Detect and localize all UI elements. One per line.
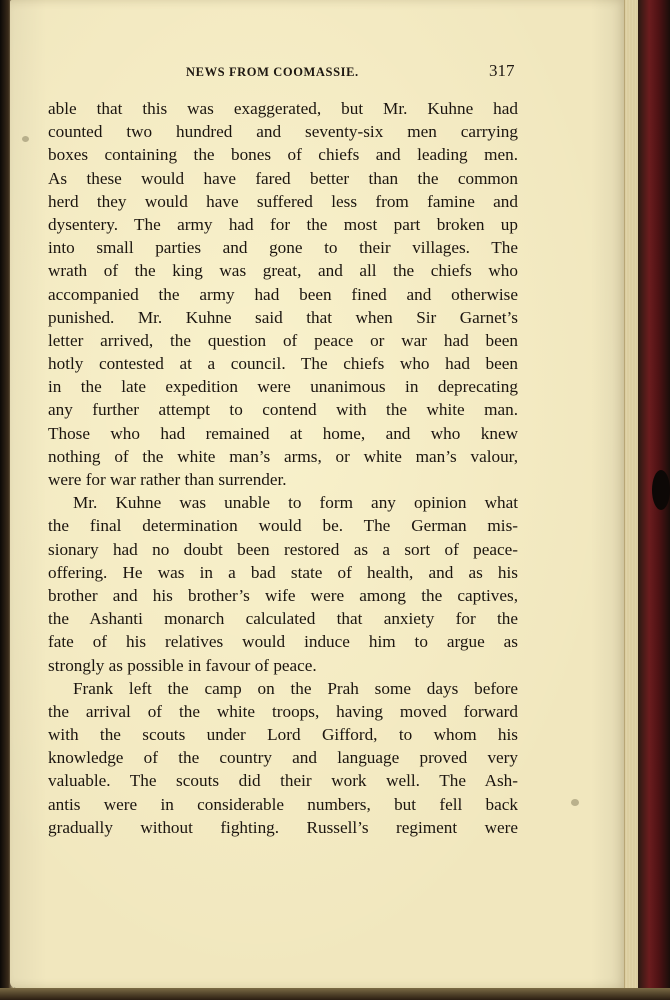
cover-notch [652, 470, 670, 510]
text-line: the Ashanti monarch calculated that anxiety for the [48, 609, 518, 629]
page-number: 317 [489, 61, 515, 80]
running-title: NEWS FROM COOMASSIE. [186, 65, 359, 79]
paper-blemish [22, 136, 29, 142]
text-line: the arrival of the white troops, having moved forward [48, 701, 518, 721]
text-line: gradually without fighting. Russell’s regiment were [48, 817, 518, 837]
text-line: letter arrived, the question of peace or war had been [48, 330, 518, 350]
text-line: boxes containing the bones of chiefs and leading men. [48, 145, 518, 165]
text-line: As these would have fared better than the common [48, 168, 518, 188]
text-line: dysentery. The army had for the most part broken up [48, 214, 518, 234]
text-line: knowledge of the country and language proved very [48, 748, 518, 768]
text-line: into small parties and gone to their villages. The [48, 238, 518, 258]
text-line: were for war rather than surrender. [48, 470, 287, 489]
text-line: valuable. The scouts did their work well. The Ash- [48, 771, 518, 791]
text-line: any further attempt to contend with the white man. [48, 400, 518, 420]
text-line: accompanied the army had been fined and otherwise [48, 284, 518, 304]
bottom-edge [0, 988, 670, 1000]
running-head [0, 61, 670, 85]
text-line: fate of his relatives would induce him to argue as [48, 632, 518, 652]
text-line: able that this was exaggerated, but Mr. Kuhne had [48, 99, 518, 118]
text-line: antis were in considerable numbers, but fell back [48, 794, 518, 814]
text-line: sionary had no doubt been restored as a sort of peace- [48, 539, 518, 559]
text-line: the final determination would be. The German mis- [48, 516, 518, 536]
text-line: offering. He was in a bad state of health, and as his [48, 562, 518, 582]
text-line: punished. Mr. Kuhne said that when Sir Garnet’s [48, 307, 518, 327]
text-line: with the scouts under Lord Gifford, to whom his [48, 725, 518, 745]
text-line: nothing of the white man’s arms, or white man’s valour, [48, 446, 518, 466]
page-stack-edge [624, 0, 639, 995]
text-line: counted two hundred and seventy-six men carrying [48, 122, 518, 142]
text-line: brother and his brother’s wife were among the captives, [48, 585, 518, 605]
text-line: hotly contested at a council. The chiefs who had been [48, 354, 518, 374]
text-line: herd they would have suffered less from famine and [48, 191, 518, 211]
text-line: Those who had remained at home, and who knew [48, 423, 518, 443]
text-line: in the late expedition were unanimous in deprecating [48, 377, 518, 397]
text-line: strongly as possible in favour of peace. [48, 655, 317, 675]
text-line: Mr. Kuhne was unable to form any opinion what [73, 493, 518, 513]
paper-blemish [571, 799, 579, 806]
text-line: wrath of the king was great, and all the chiefs who [48, 261, 518, 281]
body-text [48, 97, 518, 839]
text-line: Frank left the camp on the Prah some days before [73, 678, 518, 698]
